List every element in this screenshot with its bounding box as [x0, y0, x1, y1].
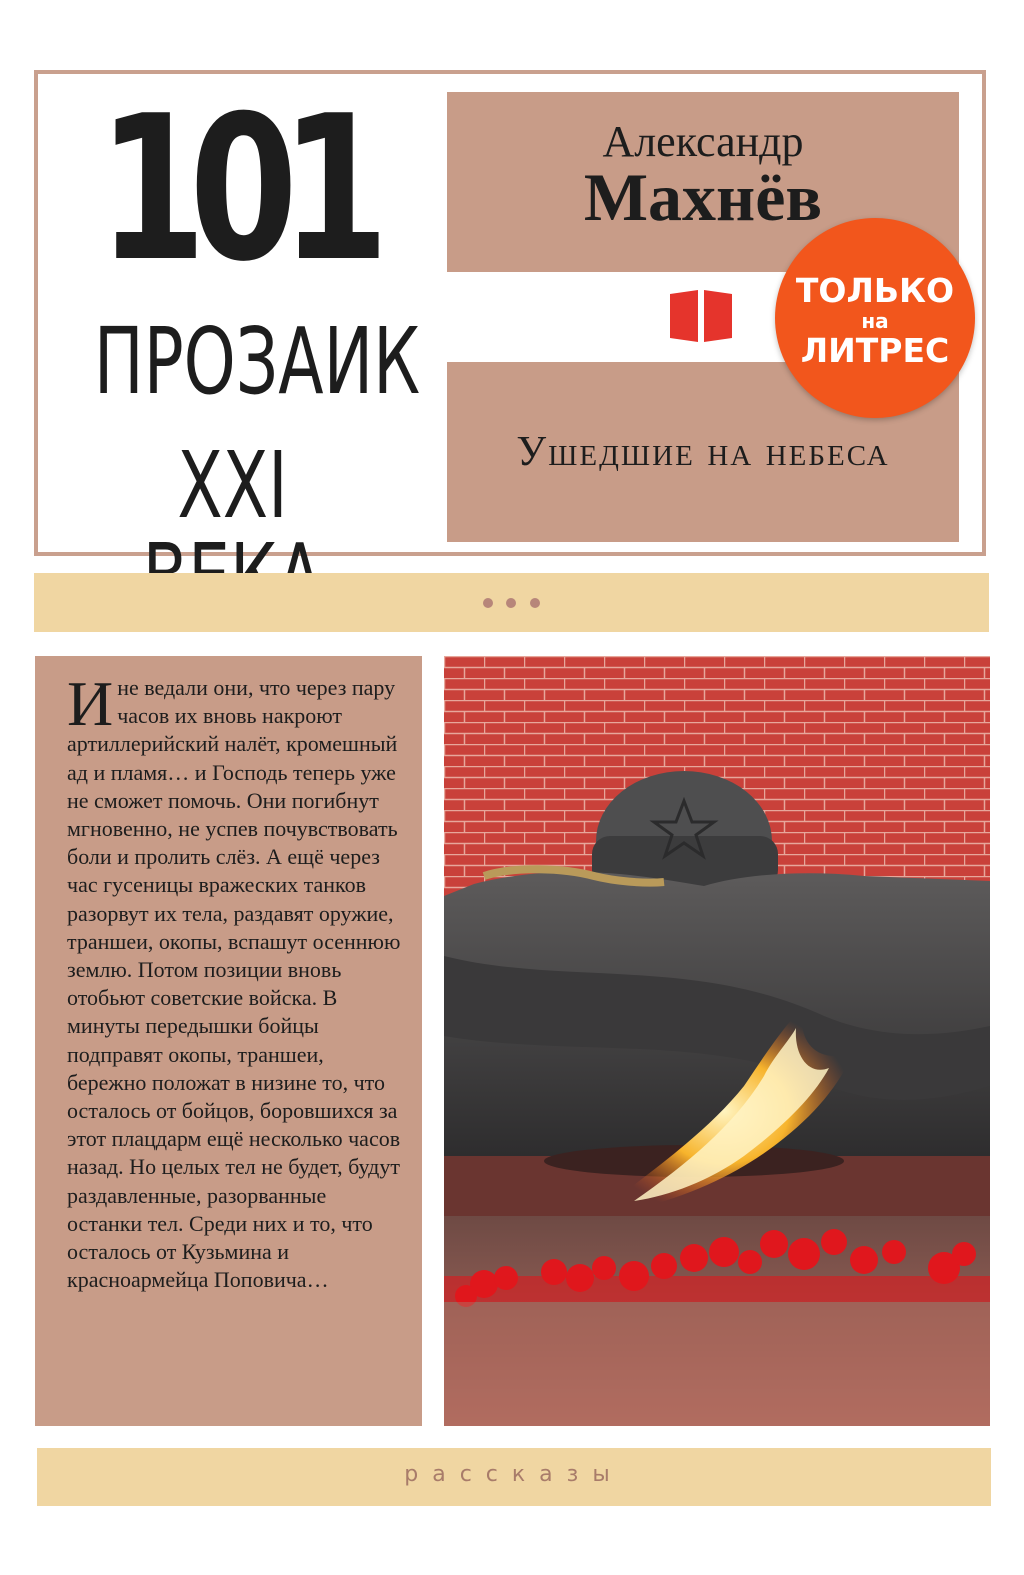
badge-line2: на [861, 309, 889, 333]
eternal-flame-illustration [444, 656, 990, 1426]
series-title-line2: XXI [177, 432, 288, 539]
author-last-name: Махнёв [583, 159, 823, 235]
dot-2 [506, 598, 516, 608]
badge-line3: ЛИТРЕС [800, 331, 950, 370]
dot-1 [483, 598, 493, 608]
drop-cap: И [67, 668, 114, 739]
dot-3 [530, 598, 540, 608]
excerpt-body: не ведали они, что через пару часов их вновь накроют артиллерийский налёт, кромешный ад и пламя… и Господь теперь уже не сможет помочь. Они погибнут мгновенно, не успев почувствовать боли и пролить слёз. А ещё через час гусеницы вражеских танков разорвут их тела, раздавят оружие, траншеи, окопы, вспашут осеннюю землю. Потом позиции вновь отобьют советские войска. В минуты передышки бойцы подправят окопы, траншеи, бережно положат в низине то, что осталось от бойцов, боровшихся за этот плацдарм ещё несколько часов назад. Но целых тел не будет, будут раздавленные, разорванные останки тел. Среди них и то, что осталось от Кузьмина и красноармейца Поповича… [67, 675, 401, 1293]
ellipsis-band [34, 573, 989, 632]
series-title-line1: ПРОЗАИК [93, 308, 421, 415]
author-first-name: Александр [602, 117, 804, 166]
cover-photo-eternal-flame [444, 656, 990, 1426]
open-book-icon [668, 288, 734, 344]
genre-band [37, 1448, 991, 1506]
badge-line1: ТОЛЬКО [795, 271, 955, 310]
series-number: 101 [97, 73, 373, 306]
excerpt-panel [35, 656, 422, 1426]
genre-label: рассказы [404, 1462, 624, 1487]
litres-exclusive-badge [775, 218, 975, 418]
book-title: Ушедшие на небеса [516, 429, 890, 475]
excerpt-text [67, 668, 406, 1294]
